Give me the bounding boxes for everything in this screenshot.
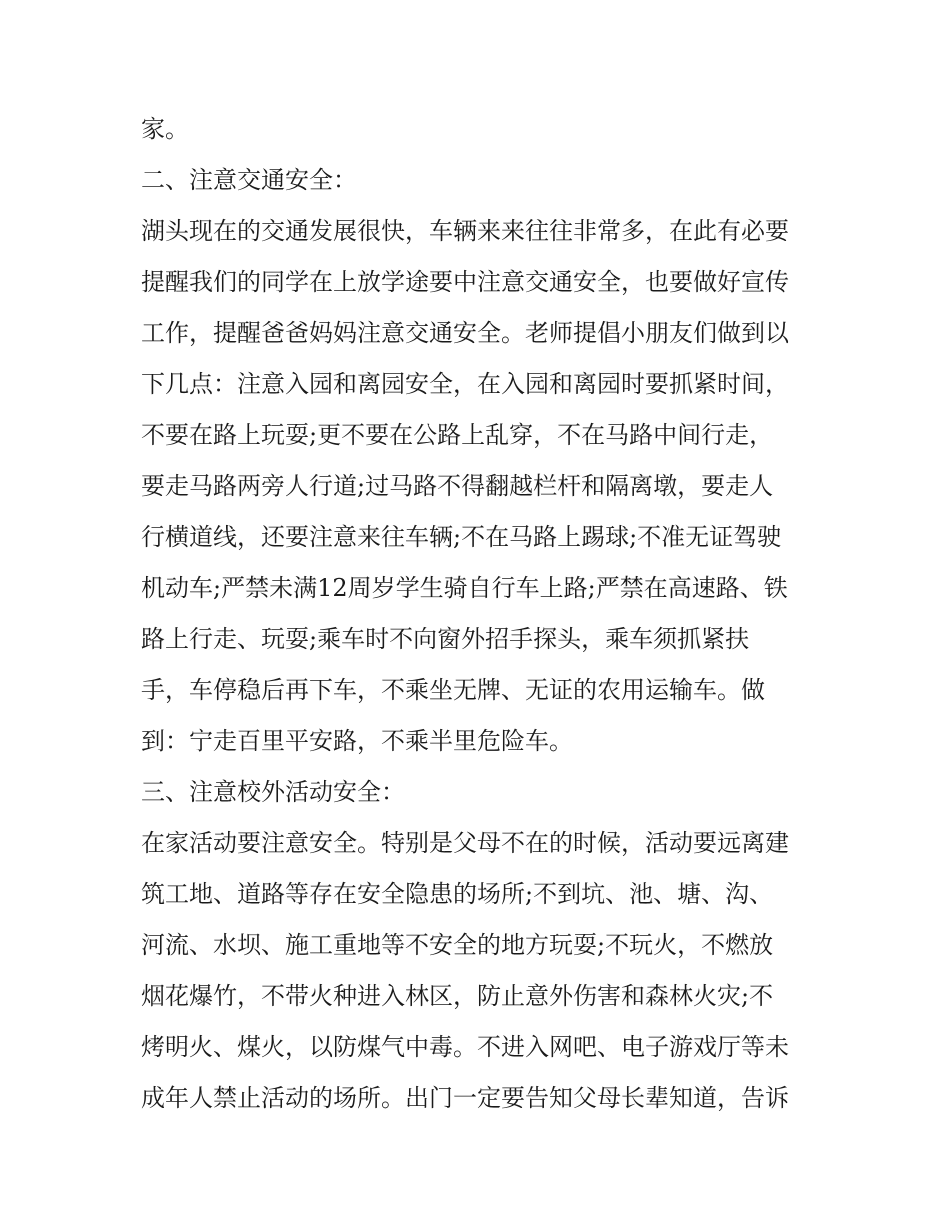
text-line: 烤明火、煤火，以防煤气中毒。不进入网吧、电子游戏厅等未 (141, 1033, 789, 1061)
text-line: 手，车停稳后再下车，不乘坐无牌、无证的农用运输车。做 (141, 676, 765, 704)
text-line: 要走马路两旁人行道;过马路不得翻越栏杆和隔离墩，要走人 (141, 472, 774, 500)
text-line: 行横道线，还要注意来往车辆;不在马路上踢球;不准无证驾驶 (141, 523, 782, 551)
text-line: 湖头现在的交通发展很快，车辆来来往往非常多，在此有必要 (141, 217, 789, 245)
text-line: 在家活动要注意安全。特别是父母不在的时候，活动要远离建 (141, 829, 789, 857)
text-line: 工作，提醒爸爸妈妈注意交通安全。老师提倡小朋友们做到以 (141, 319, 789, 347)
text-line: 河流、水坝、施工重地等不安全的地方玩耍;不玩火，不燃放 (141, 931, 774, 959)
text-line: 到：宁走百里平安路，不乘半里危险车。 (141, 727, 573, 755)
section-heading-outdoor-safety: 三、注意校外活动安全： (141, 778, 405, 806)
text-line: 路上行走、玩耍;乘车时不向窗外招手探头，乘车须抓紧扶 (141, 625, 750, 653)
text-line: 不要在路上玩耍;更不要在公路上乱穿，不在马路中间行走， (141, 421, 774, 449)
text-line: 筑工地、道路等存在安全隐患的场所;不到坑、池、塘、沟、 (141, 880, 774, 908)
text-line: 成年人禁止活动的场所。出门一定要告知父母长辈知道，告诉 (141, 1084, 789, 1112)
text-line: 机动车;严禁未满12周岁学生骑自行车上路;严禁在高速路、铁 (141, 574, 788, 602)
text-line: 提醒我们的同学在上放学途要中注意交通安全，也要做好宣传 (141, 268, 789, 296)
section-heading-traffic-safety: 二、注意交通安全： (141, 166, 357, 194)
text-line: 下几点：注意入园和离园安全，在入园和离园时要抓紧时间， (141, 370, 789, 398)
text-line: 家。 (141, 115, 189, 143)
text-line: 烟花爆竹，不带火种进入林区，防止意外伤害和森林火灾;不 (141, 982, 774, 1010)
